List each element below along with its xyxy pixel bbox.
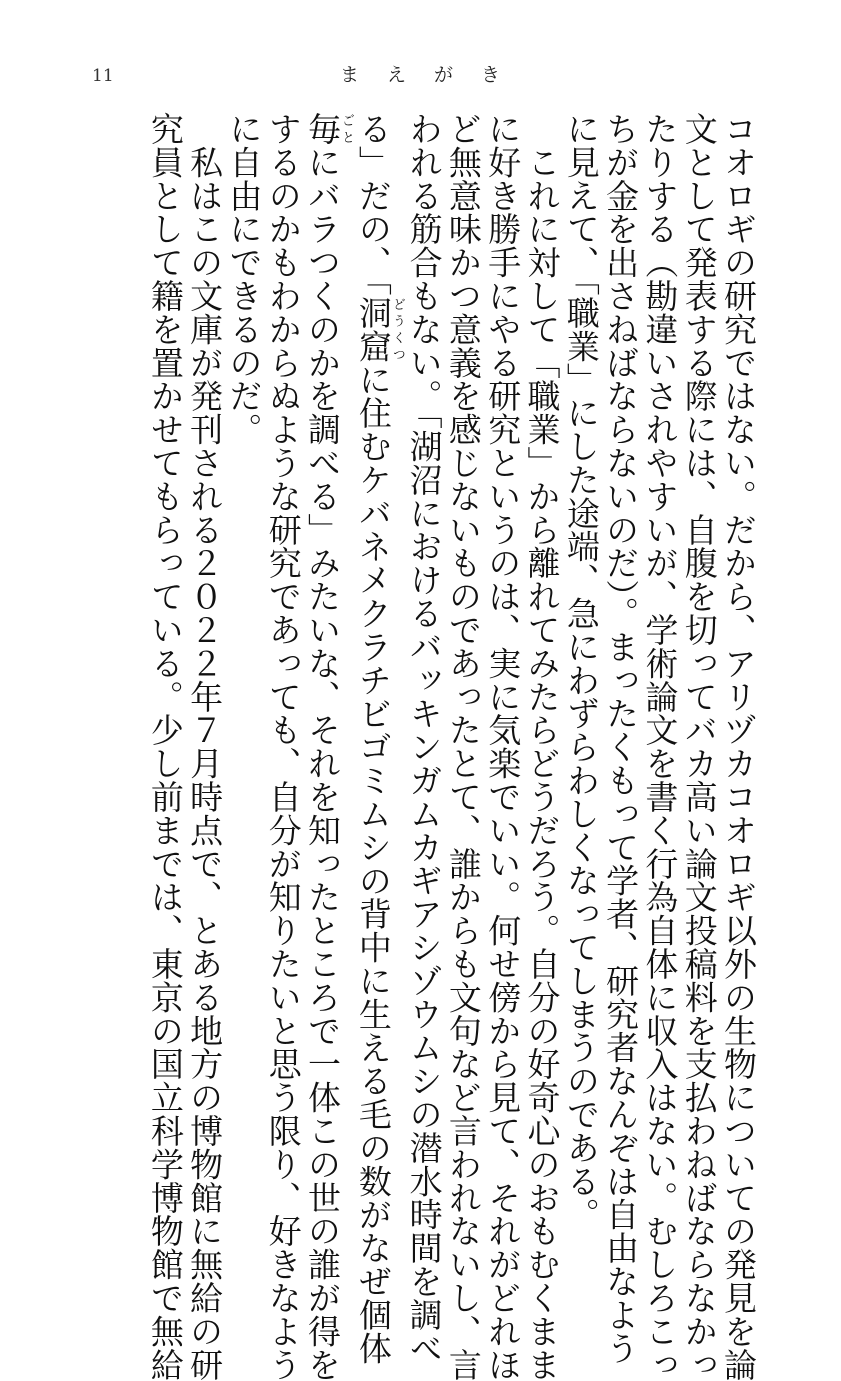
ruby-base: 毎: [303, 112, 343, 146]
body-text: [88, 112, 758, 1381]
text-line: 究員として籍を置かせてもらっている。少し前までは、東京の国立科学博物館で無給: [145, 112, 185, 1381]
text-line: するのかもわからぬような研究であっても、自分が知りたいと思う限り、好きなよう: [263, 112, 303, 1381]
text-line: コオロギの研究ではない。だから、アリヅカコオロギ以外の生物についての発見を論: [719, 112, 758, 1381]
text-line: [353, 112, 405, 1365]
text-line: われる筋合もない。「湖沼におけるバッキンガムカギアシゾウムシの潜水時間を調べ: [404, 112, 444, 1365]
text-segment: にバラつくのかを調べる」みたいな、それを知ったところで一体この世の誰が得を: [303, 145, 343, 1381]
text-line: に自由にできるのだ。: [224, 112, 264, 446]
text-line: ちが金を出さねばならないのだ）。まったくもって学者、研究者なんぞは自由なよう: [601, 112, 641, 1365]
furigana-ruby: [353, 295, 405, 363]
text-line: ど無意味かつ意義を感じないものであったとて、誰からも文句など言われないし、言: [443, 112, 483, 1381]
ruby-reading: ごと: [339, 112, 355, 146]
text-segment: に住むケバネメクラチビゴミムシの背中に生える毛の数がなぜ個体: [353, 362, 393, 1365]
text-line: たりする（勘違いされやすいが、学術論文を書く行為自体に収入はない。むしろこっ: [640, 112, 680, 1381]
text-line: に好き勝手にやる研究というのは、実に気楽でいい。何せ傍から見て、それがどれほ: [483, 112, 523, 1381]
text-line: 私はこの文庫が発刊される２０２２年７月時点で、とある地方の博物館に無給の研: [185, 112, 225, 1381]
running-title: まえがき: [340, 64, 529, 86]
text-line: 文として発表する際には、自腹を切ってバカ高い論文投稿料を支払わねばならなかっ: [679, 112, 719, 1381]
text-line: に見えて、「職業」にした途端、急にわずらわしくなってしまうのである。: [561, 112, 601, 1232]
text-segment: る」だの、「: [353, 112, 393, 296]
furigana-ruby: [303, 112, 355, 146]
ruby-reading: どうくつ: [389, 295, 405, 363]
page-number: 11: [92, 66, 114, 86]
ruby-base: 洞窟: [353, 295, 393, 363]
text-line: これに対して「職業」から離れてみたらどうだろう。自分の好奇心のおもむくまま: [522, 112, 562, 1381]
text-line: [303, 112, 355, 1381]
